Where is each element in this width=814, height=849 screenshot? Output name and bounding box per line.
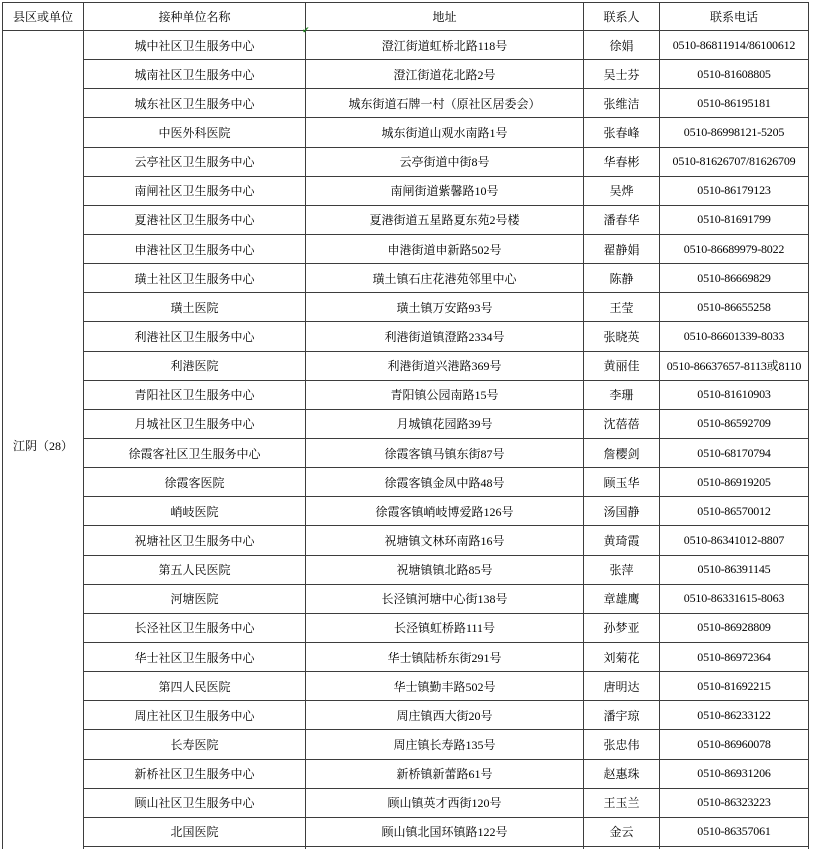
address-cell: 新桥镇新蕾路61号 [306,759,584,788]
table-body [3,31,809,849]
contact-cell: 吴士芬 [584,60,660,89]
unit-name-cell: 夏港社区卫生服务中心 [84,205,306,234]
table-row [3,351,809,380]
table-row [3,322,809,351]
address-cell: 长泾镇虹桥路111号 [306,613,584,642]
phone-cell: 0510-86570012 [660,497,809,526]
unit-name-cell: 城中社区卫生服务中心 [84,31,306,60]
contact-cell: 顾玉华 [584,468,660,497]
table-row [3,613,809,642]
table-row [3,380,809,409]
address-cell: 夏港街道五星路夏东苑2号楼 [306,205,584,234]
phone-cell: 0510-86960078 [660,730,809,759]
unit-name-cell: 华士社区卫生服务中心 [84,642,306,671]
phone-cell: 0510-86972364 [660,642,809,671]
col-header-address: 地址 [306,3,584,31]
unit-name-cell: 周庄社区卫生服务中心 [84,701,306,730]
contact-cell: 章雄鹰 [584,584,660,613]
table-row [3,672,809,701]
address-cell: 祝塘镇文林环南路16号 [306,526,584,555]
phone-cell: 0510-86341012-8807 [660,526,809,555]
address-cell: 周庄镇长寿路135号 [306,730,584,759]
phone-cell: 0510-86179123 [660,176,809,205]
contact-cell: 张维洁 [584,89,660,118]
phone-cell: 0510-86931206 [660,759,809,788]
address-cell: 利港街道镇澄路2334号 [306,322,584,351]
unit-name-cell: 城东社区卫生服务中心 [84,89,306,118]
table-row [3,817,809,846]
unit-name-cell: 新桥社区卫生服务中心 [84,759,306,788]
address-cell: 璜土镇万安路93号 [306,293,584,322]
green-tick-artifact: ✔ [302,25,310,35]
table-row [3,642,809,671]
table-row [3,438,809,467]
address-cell: 华士镇陆桥东街291号 [306,642,584,671]
contact-cell: 陈静 [584,264,660,293]
table-row [3,89,809,118]
table-row [3,234,809,263]
table-row [3,497,809,526]
table-row [3,205,809,234]
unit-name-cell: 北国医院 [84,817,306,846]
contact-cell: 刘菊花 [584,642,660,671]
phone-cell: 0510-86323223 [660,788,809,817]
phone-cell: 0510-86669829 [660,264,809,293]
address-cell: 云亭街道中街8号 [306,147,584,176]
contact-cell: 潘宇琼 [584,701,660,730]
table-row [3,293,809,322]
unit-name-cell: 中医外科医院 [84,118,306,147]
address-cell: 徐霞客镇峭岐博爱路126号 [306,497,584,526]
address-cell: 申港街道申新路502号 [306,234,584,263]
contact-cell: 徐娟 [584,31,660,60]
phone-cell: 0510-86637657-8113或8110 [660,351,809,380]
table-row [3,468,809,497]
table-row [3,264,809,293]
unit-name-cell: 利港社区卫生服务中心 [84,322,306,351]
contact-cell: 翟静娟 [584,234,660,263]
table-row [3,176,809,205]
contact-cell: 黄丽佳 [584,351,660,380]
address-cell: 祝塘镇镇北路85号 [306,555,584,584]
header-row [3,3,809,31]
phone-cell: 0510-86689979-8022 [660,234,809,263]
unit-name-cell: 璜土医院 [84,293,306,322]
contact-cell: 金云 [584,817,660,846]
contact-cell: 孙梦亚 [584,613,660,642]
phone-cell: 0510-86928809 [660,613,809,642]
unit-name-cell: 城南社区卫生服务中心 [84,60,306,89]
table-row [3,526,809,555]
table-row [3,555,809,584]
contact-cell: 赵惠珠 [584,759,660,788]
phone-cell: 0510-86655258 [660,293,809,322]
table-row [3,701,809,730]
contact-cell: 张晓英 [584,322,660,351]
phone-cell: 0510-86357061 [660,817,809,846]
address-cell: 利港街道兴港路369号 [306,351,584,380]
unit-name-cell: 祝塘社区卫生服务中心 [84,526,306,555]
address-cell: 璜土镇石庄花港苑邻里中心 [306,264,584,293]
table-row [3,409,809,438]
contact-cell: 唐明达 [584,672,660,701]
phone-cell: 0510-86811914/86100612 [660,31,809,60]
unit-name-cell: 顾山社区卫生服务中心 [84,788,306,817]
address-cell: 澄江街道花北路2号 [306,60,584,89]
unit-name-cell: 南闸社区卫生服务中心 [84,176,306,205]
contact-cell: 张忠伟 [584,730,660,759]
phone-cell: 0510-81692215 [660,672,809,701]
address-cell: 华士镇勤丰路502号 [306,672,584,701]
phone-cell: 0510-86601339-8033 [660,322,809,351]
unit-name-cell: 河塘医院 [84,584,306,613]
address-cell: 青阳镇公园南路15号 [306,380,584,409]
contact-cell: 华春彬 [584,147,660,176]
unit-name-cell: 徐霞客社区卫生服务中心 [84,438,306,467]
unit-name-cell: 璜土社区卫生服务中心 [84,264,306,293]
unit-name-cell: 云亭社区卫生服务中心 [84,147,306,176]
unit-name-cell: 月城社区卫生服务中心 [84,409,306,438]
contact-cell: 詹樱剑 [584,438,660,467]
table-row [3,31,809,60]
phone-cell: 0510-86331615-8063 [660,584,809,613]
address-cell: 徐霞客镇马镇东街87号 [306,438,584,467]
table-row [3,60,809,89]
unit-name-cell: 第五人民医院 [84,555,306,584]
phone-cell: 0510-86195181 [660,89,809,118]
phone-cell: 0510-86998121-5205 [660,118,809,147]
phone-cell: 0510-68170794 [660,438,809,467]
contact-cell: 张萍 [584,555,660,584]
address-cell: 顾山镇英才西街120号 [306,788,584,817]
phone-cell: 0510-86592709 [660,409,809,438]
col-header-contact: 联系人 [584,3,660,31]
address-cell: 月城镇花园路39号 [306,409,584,438]
unit-name-cell: 青阳社区卫生服务中心 [84,380,306,409]
address-cell: 周庄镇西大街20号 [306,701,584,730]
address-cell: 顾山镇北国环镇路122号 [306,817,584,846]
address-cell: 城东街道山观水南路1号 [306,118,584,147]
contact-cell: 王玉兰 [584,788,660,817]
vaccination-sites-table [2,2,809,849]
address-cell: 澄江街道虹桥北路118号 [306,31,584,60]
unit-name-cell: 峭岐医院 [84,497,306,526]
contact-cell: 吴烨 [584,176,660,205]
table-row [3,759,809,788]
contact-cell: 沈蓓蓓 [584,409,660,438]
table-row [3,584,809,613]
unit-name-cell: 徐霞客医院 [84,468,306,497]
unit-name-cell: 长寿医院 [84,730,306,759]
contact-cell: 黄琦霞 [584,526,660,555]
phone-cell: 0510-81608805 [660,60,809,89]
unit-name-cell: 利港医院 [84,351,306,380]
table-row [3,118,809,147]
unit-name-cell: 申港社区卫生服务中心 [84,234,306,263]
address-cell: 城东街道石牌一村（原社区居委会） [306,89,584,118]
unit-name-cell: 长泾社区卫生服务中心 [84,613,306,642]
table-row [3,730,809,759]
phone-cell: 0510-81626707/81626709 [660,147,809,176]
phone-cell: 0510-86233122 [660,701,809,730]
phone-cell: 0510-81610903 [660,380,809,409]
address-cell: 南闸街道紫馨路10号 [306,176,584,205]
phone-cell: 0510-81691799 [660,205,809,234]
col-header-name: 接种单位名称 [84,3,306,31]
contact-cell: 潘春华 [584,205,660,234]
region-cell: 江阴（28） [3,31,84,849]
phone-cell: 0510-86391145 [660,555,809,584]
unit-name-cell: 第四人民医院 [84,672,306,701]
contact-cell: 李珊 [584,380,660,409]
contact-cell: 张春峰 [584,118,660,147]
address-cell: 徐霞客镇金凤中路48号 [306,468,584,497]
contact-cell: 王莹 [584,293,660,322]
contact-cell: 汤国静 [584,497,660,526]
col-header-phone: 联系电话 [660,3,809,31]
phone-cell: 0510-86919205 [660,468,809,497]
col-header-region: 县区或单位 [3,3,84,31]
table-row [3,147,809,176]
table-row [3,788,809,817]
address-cell: 长泾镇河塘中心街138号 [306,584,584,613]
